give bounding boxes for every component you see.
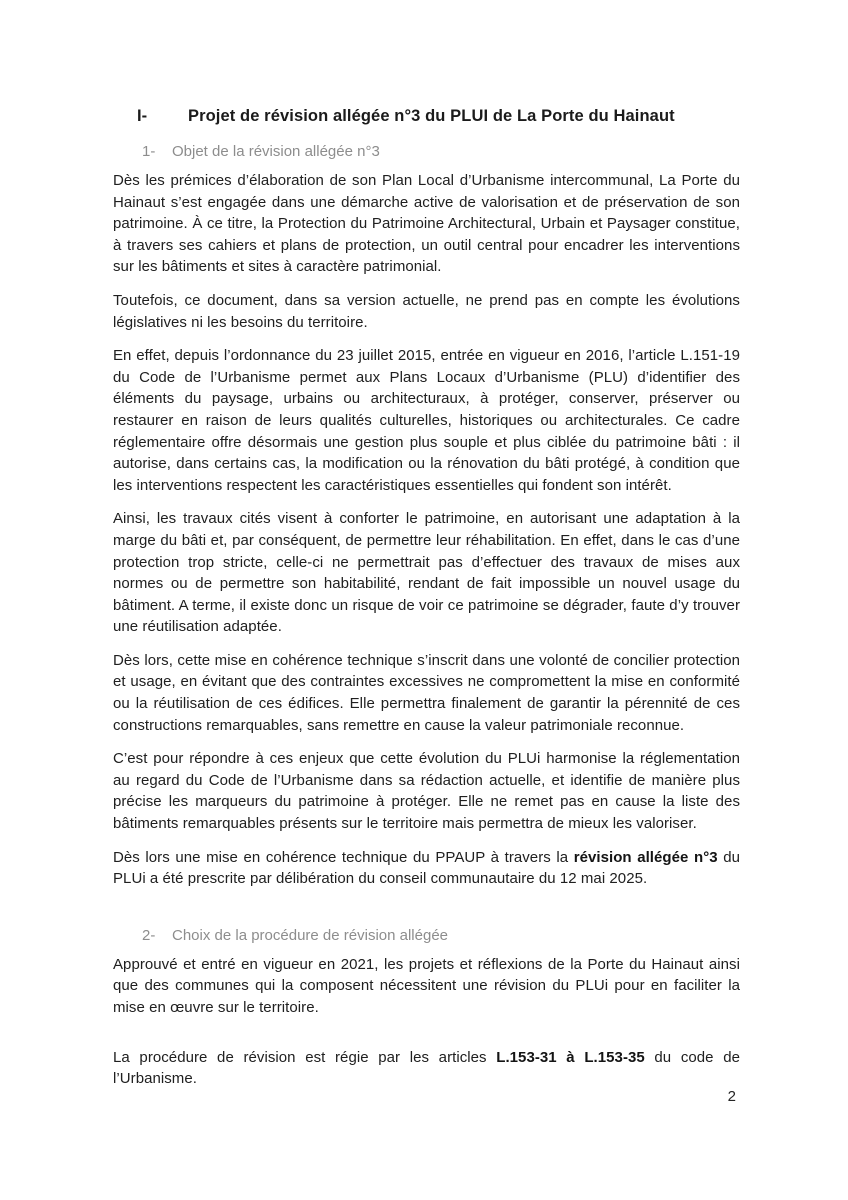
text-run: Dès les prémices d’élaboration de son Plan Local d’Urbanisme intercommunal, La Porte du Hainaut s’est engagée dans une démarche active de valorisation et de préservation de son patrimoine. À ce titre, la Protection du Patrimoine Architectural, Urbain et Paysager constitue, à travers ses cahiers et plans de protection, un outil central pour encadrer les interventions sur les bâtiments et sites à caractère patrimonial. (113, 172, 740, 276)
bold-text: révision allégée n°3 (573, 848, 718, 866)
document-section (113, 142, 740, 890)
section-heading (113, 142, 740, 162)
paragraph (113, 847, 740, 890)
text-run: du PLUi a été prescrite par délibération du conseil communautaire du 12 mai 2025. (113, 848, 740, 888)
paragraph (113, 290, 740, 333)
section-heading-numeral: 2- (142, 926, 156, 944)
page-number: 2 (727, 1088, 736, 1105)
paragraph (113, 345, 740, 496)
paragraph (113, 748, 740, 834)
text-run: Dès lors une mise en cohérence technique du PPAUP à travers la (113, 848, 574, 866)
paragraph (113, 170, 740, 278)
paragraph (113, 650, 740, 736)
section-heading (113, 926, 740, 946)
text-run: En effet, depuis l’ordonnance du 23 juillet 2015, entrée en vigueur en 2016, l’article L.151-19 du Code de l’Urbanisme permet aux Plans Locaux d’Urbanisme (PLU) d’identifier des éléments du paysage, urbains ou architecturaux, à protéger, conserver, préserver ou restaurer en raison de leurs qualités culturelles, historiques ou architecturales. Ce cadre réglementaire offre désormais une gestion plus souple et plus ciblée du patrimoine bâti : il autorise, dans certains cas, la modification ou la rénovation du bâti protégé, à condition que les interventions respectent les caractéristiques essentielles qui fondent son intérêt. (113, 347, 740, 494)
sections-container (113, 142, 740, 1090)
title-text: Projet de révision allégée n°3 du PLUI de La Porte du Hainaut (188, 107, 675, 125)
paragraph (113, 1047, 740, 1090)
text-run: Ainsi, les travaux cités visent à conforter le patrimoine, en autorisant une adaptation à la marge du bâti et, par conséquent, de permettre leur réhabilitation. En effet, dans le cas d’une protection trop stricte, celle-ci ne permettrait pas d’effectuer des travaux de mises aux normes ou de permettre son habitabilité, rendant de fait impossible un nouvel usage du bâtiment. A terme, il existe donc un risque de voir ce patrimoine se dégrader, faute d’y trouver une réutilisation adaptée. (113, 510, 740, 636)
text-run: Toutefois, ce document, dans sa version actuelle, ne prend pas en compte les évolutions législatives ni les besoins du territoire. (113, 291, 740, 331)
paragraph (113, 954, 740, 1019)
bold-text: L.153-31 à L.153-35 (496, 1048, 645, 1066)
title-numeral: I- (137, 107, 148, 125)
section-heading-text: Choix de la procédure de révision allégée (172, 926, 449, 944)
document-section (113, 926, 740, 1090)
text-run: Dès lors, cette mise en cohérence technique s’inscrit dans une volonté de concilier protection et usage, en évitant que des contraintes excessives ne compromettent la mise en conformité ou la réutilisation de ces édifices. Elle permettra finalement de garantir la pérennité de ces constructions remarquables, sans remettre en cause la valeur patrimoniale reconnue. (113, 651, 740, 734)
text-run: C’est pour répondre à ces enjeux que cette évolution du PLUi harmonise la réglementation au regard du Code de l’Urbanisme dans sa rédaction actuelle, et identifie de manière plus précise les marqueurs du patrimoine à protéger. Elle ne remet pas en cause la liste des bâtiments remarquables présents sur le territoire mais permettra de mieux les valoriser. (113, 750, 740, 833)
text-run: La procédure de révision est régie par les articles (113, 1048, 497, 1066)
text-run: Approuvé et entré en vigueur en 2021, les projets et réflexions de la Porte du Hainaut ainsi que des communes qui la composent nécessitent une révision du PLUi pour en faciliter la mise en œuvre sur le territoire. (113, 955, 740, 1016)
document-title (137, 106, 740, 126)
section-paragraphs (113, 170, 740, 890)
section-heading-text: Objet de la révision allégée n°3 (172, 143, 380, 160)
section-heading-numeral: 1- (142, 143, 156, 160)
section-paragraphs (113, 954, 740, 1090)
paragraph (113, 508, 740, 638)
text-run: du code de l’Urbanisme. (113, 1048, 740, 1088)
